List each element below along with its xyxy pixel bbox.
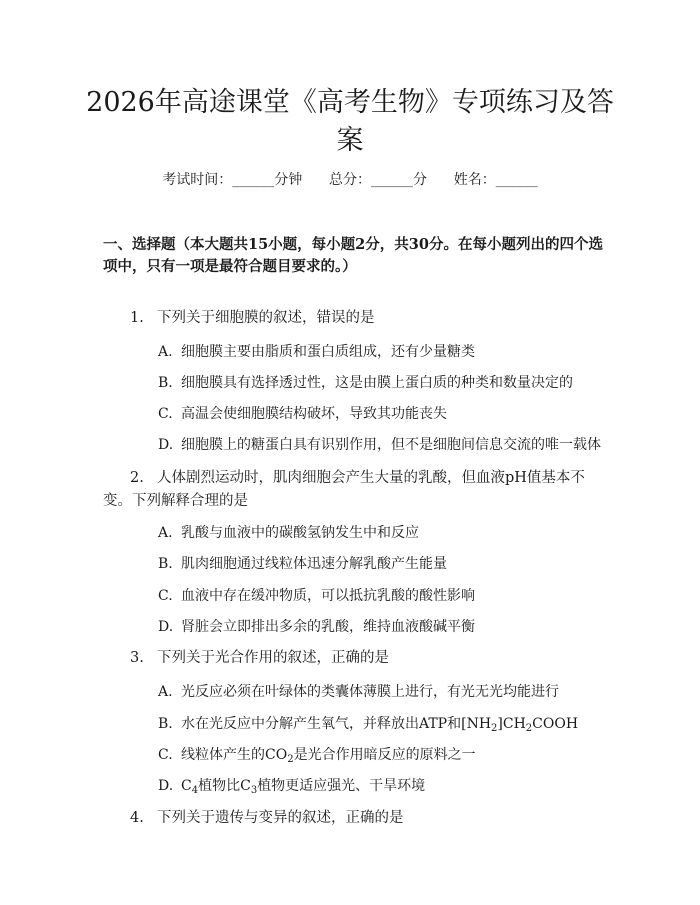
option-2a: A. 乳酸与血液中的碳酸氢钠发生中和反应 — [158, 525, 419, 541]
page-title: 2026年高途课堂《高考生物》专项练习及答案 — [86, 87, 614, 156]
option-1c: C. 高温会使细胞膜结构破坏，导致其功能丧失 — [158, 406, 447, 422]
option-2b: B. 肌肉细胞通过线粒体迅速分解乳酸产生能量 — [158, 556, 447, 572]
question-1 — [103, 308, 603, 328]
question-stem: 下列关于光合作用的叙述，正确的是 — [157, 650, 389, 666]
question-stem: 下列关于遗传与变异的叙述，正确的是 — [157, 810, 404, 826]
option-3b: B. 水在光反应中分解产生氧气，并释放出ATP和$[NH_2]CH_2COOH$ — [158, 716, 579, 734]
exam-info: 考试时间：______分钟 总分：______分 姓名：______ — [162, 172, 538, 188]
option-3a: A. 光反应必须在叶绿体的类囊体薄膜上进行，有光无光均能进行 — [158, 684, 559, 700]
question-3 — [103, 648, 603, 668]
question-stem: 人体剧烈运动时，肌肉细胞会产生大量的乳酸，但血液pH值基本不变。下列解释合理的是 — [103, 470, 585, 509]
question-number: 3. — [130, 650, 144, 666]
option-1b: B. 细胞膜具有选择透过性，这是由膜上蛋白质的种类和数量决定的 — [158, 375, 573, 391]
question-number: 1. — [130, 310, 144, 326]
question-stem: 下列关于细胞膜的叙述，错误的是 — [157, 310, 375, 326]
option-1d: D. 细胞膜上的糖蛋白具有识别作用，但不是细胞间信息交流的唯一载体 — [158, 437, 601, 453]
question-number: 2. — [130, 470, 144, 486]
option-3d: D. $C_4$植物比$C_3$植物更适应强光、干旱环境 — [158, 778, 426, 796]
option-3c: C. 线粒体产生的$CO_2$是光合作用暗反应的原料之一 — [158, 747, 476, 765]
question-2 — [103, 467, 603, 513]
option-2c: C. 血液中存在缓冲物质，可以抵抗乳酸的酸性影响 — [158, 588, 475, 604]
option-1a: A. 细胞膜主要由脂质和蛋白质组成，还有少量糖类 — [158, 344, 475, 360]
question-number: 4. — [130, 810, 144, 826]
option-2d: D. 肾脏会立即排出多余的乳酸，维持血液酸碱平衡 — [158, 619, 475, 635]
section-heading: 一、选择题（本大题共15小题，每小题2分，共30分。在每小题列出的四个选项中，只有一项是最符合题目要求的。） — [103, 236, 603, 275]
question-4 — [103, 808, 603, 828]
